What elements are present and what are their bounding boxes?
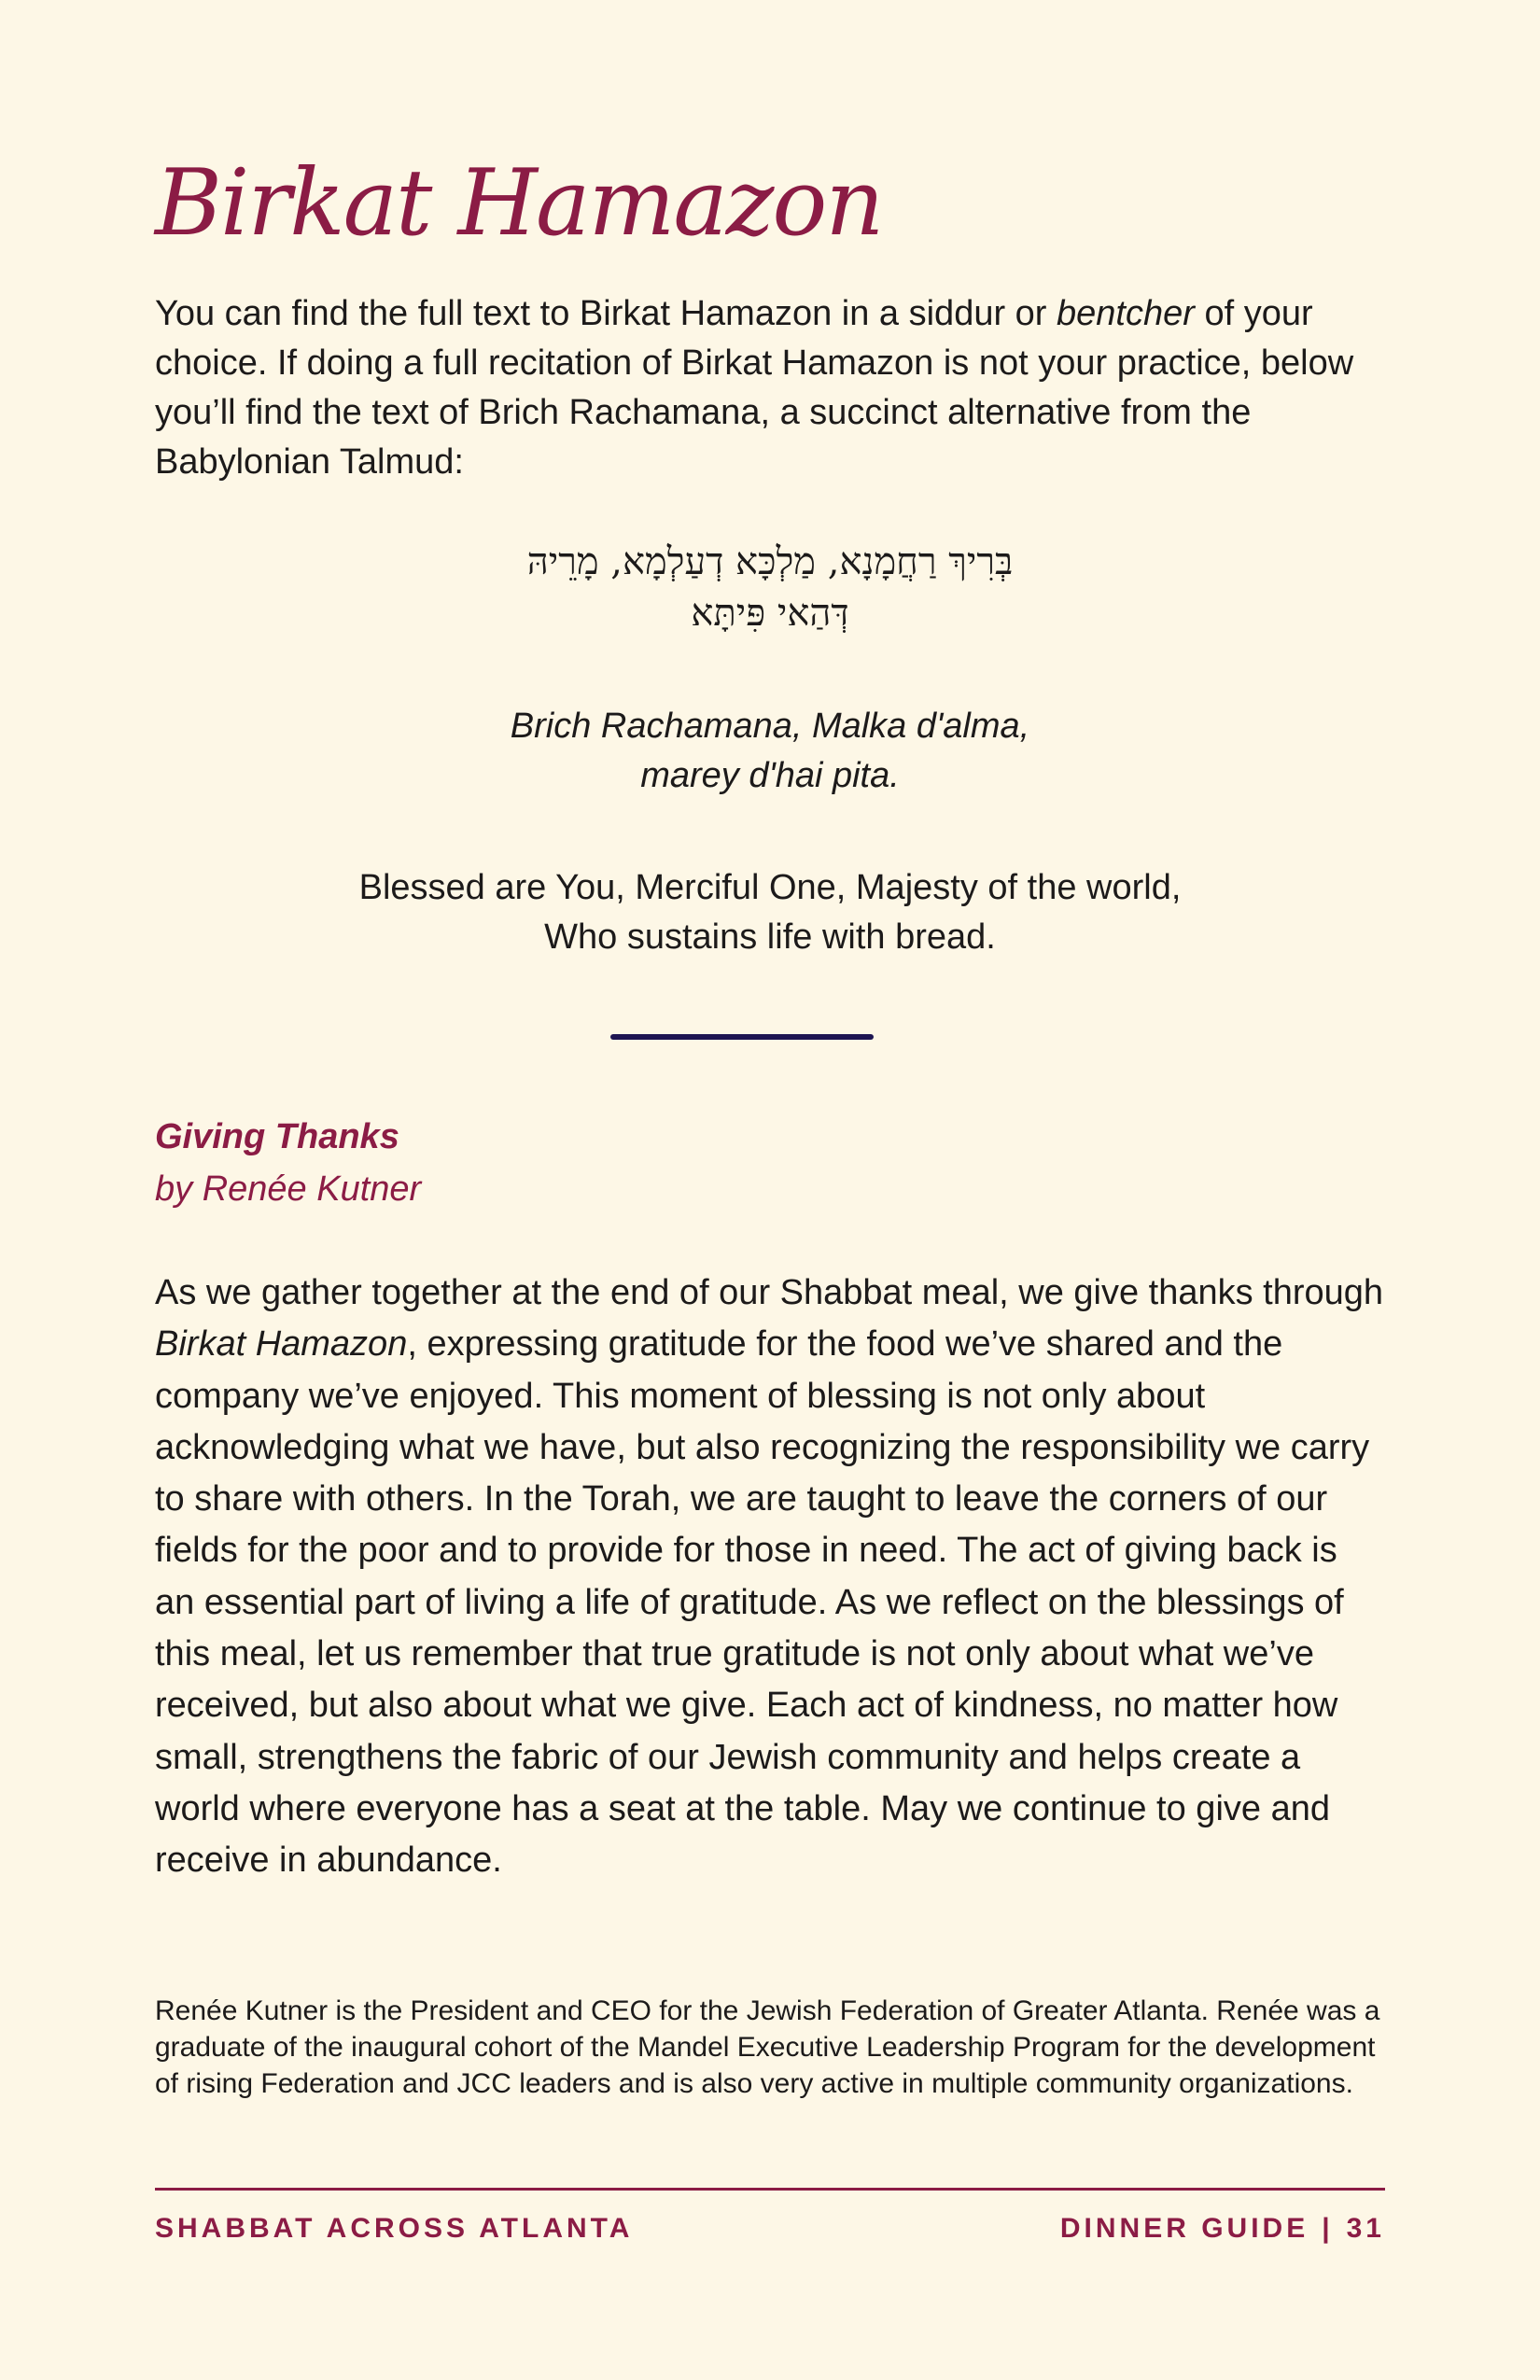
essay-text-2: , expressing gratitude for the food we’ve shared and the company we’ve enjoyed. This moment of blessing is not only about acknowledging what we have, but also recognizing the responsibility we carry to share with others. In the Torah, we are taught to leave the corners of our fields for the poor and to provide for those in need. The act of giving back is an essential part of living a life of gratitude. As we reflect on the blessings of this meal, let us remember that true gratitude is not only about what we’ve received, but also about what we give. Each act of kindness, no matter how small, strengthens the fabric of our Jewish community and helps create a world where everyone has a seat at the table. May we continue to give and receive in abundance. — [155, 1324, 1370, 1881]
hebrew-line-2: דְּהַאי פִּיתָּא — [691, 592, 849, 635]
translation-line-1: Blessed are You, Merciful One, Majesty of the world, — [358, 868, 1182, 907]
translation — [155, 863, 1385, 962]
intro-text-2: of your choice. If doing a full recitation of Birkat Hamazon is not your practice, below you’ll find the text of Brich Rachamana, a succinct alternative from the Babylonian Talmud: — [155, 294, 1354, 482]
translit-line-1: Brich Rachamana, Malka d'alma, — [510, 707, 1030, 746]
essay-emphasis: Birkat Hamazon — [155, 1324, 408, 1365]
footer-rule — [155, 2188, 1385, 2191]
essay-text-1: As we gather together at the end of our Shabbat meal, we give thanks through — [155, 1273, 1384, 1312]
intro-text-1: You can find the full text to Birkat Hamazon in a siddur or — [155, 294, 1057, 333]
footer-guide-label: DINNER GUIDE — [1059, 2213, 1309, 2244]
translit-line-2: marey d'hai pita. — [640, 756, 900, 795]
footer-publication: SHABBAT ACROSS ATLANTA — [155, 2213, 634, 2244]
hebrew-line-1: בְּרִיךְ רַחֲמָנָא, מַלְכָּא דְעַלְמָא, מָרֵיהּ — [526, 540, 1014, 583]
footer-separator: | — [1322, 2213, 1334, 2244]
section-divider — [610, 1034, 874, 1040]
page-number: 31 — [1346, 2213, 1385, 2244]
translation-line-2: Who sustains life with bread. — [544, 917, 996, 957]
section-title: Giving Thanks — [155, 1117, 399, 1156]
page-title: Birkat Hamazon — [155, 150, 883, 257]
footer-page-info — [1060, 2210, 1385, 2247]
transliteration — [155, 702, 1385, 801]
author-bio: Renée Kutner is the President and CEO for the Jewish Federation of Greater Atlanta. Renée was a graduate of the inaugural cohort of the Mandel Executive Leadership Program for the development of rising Federation and JCC leaders and is also very active in multiple community organizations. — [155, 1995, 1380, 2099]
document-page — [155, 0, 1385, 2380]
intro-emphasis: bentcher — [1057, 294, 1195, 333]
intro-paragraph — [155, 289, 1385, 487]
section-byline: by Renée Kutner — [155, 1169, 422, 1209]
essay-paragraph — [155, 1267, 1385, 1887]
hebrew-blessing — [155, 537, 1385, 639]
